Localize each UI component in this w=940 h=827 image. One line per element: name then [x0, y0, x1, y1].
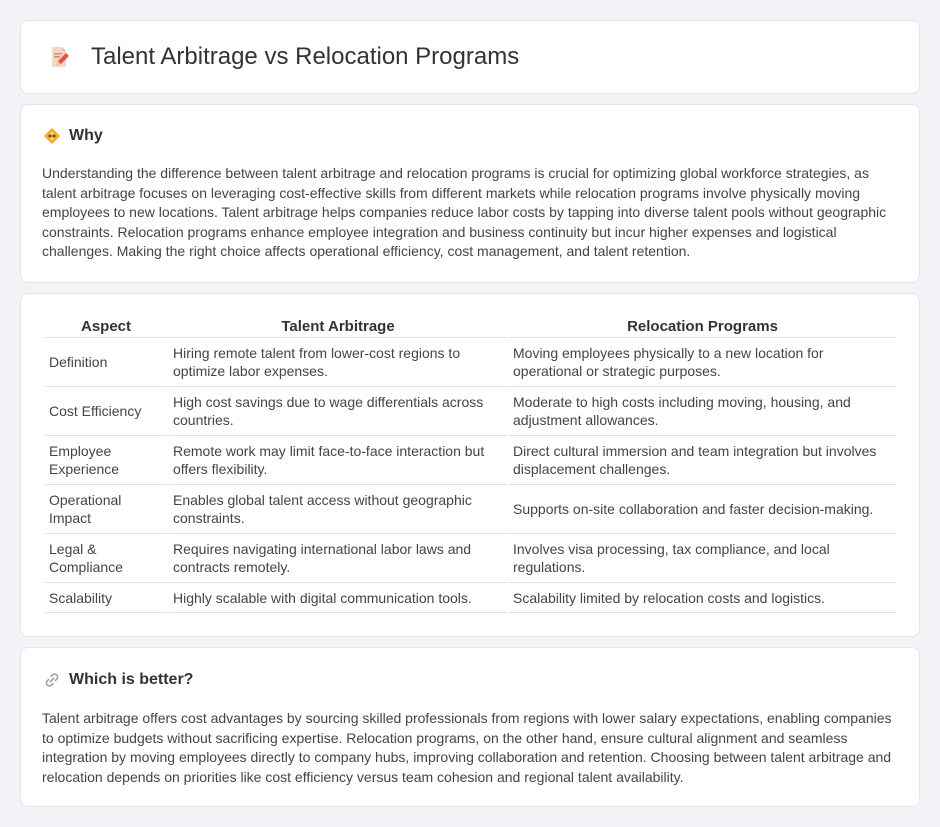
table-header-row [45, 316, 896, 338]
why-text: Understanding the difference between talent arbitrage and relocation programs is crucial for optimizing global workforce strategies, as talent arbitrage focuses on leveraging cost-effective skills from different markets while relocation programs involve physically moving employees to new locations. Talent arbitrage helps companies reduce labor costs by tapping into diverse talent pools without geographic constraints. Relocation programs enhance employee integration and business continuity but incur higher expenses and logistical challenges. Making the right choice affects operational efficiency, cost management, and talent retention. [42, 165, 887, 260]
cell-aspect: Employee Experience [45, 436, 167, 485]
cell-relocation-programs: Scalability limited by relocation costs and logistics. [509, 583, 896, 613]
cell-relocation-programs: Involves visa processing, tax compliance, and local regulations. [509, 534, 896, 583]
cell-talent-arbitrage: High cost savings due to wage differentials across countries. [169, 387, 507, 436]
cell-talent-arbitrage: Highly scalable with digital communication tools. [169, 583, 507, 613]
table-row [45, 583, 896, 613]
title-card [20, 20, 920, 94]
comparison-table-card [20, 293, 920, 637]
table-row [45, 387, 896, 436]
why-title: Why [69, 127, 103, 144]
cell-aspect: Definition [45, 338, 167, 387]
cell-aspect: Legal & Compliance [45, 534, 167, 583]
cell-aspect: Cost Efficiency [45, 387, 167, 436]
cell-relocation-programs: Moderate to high costs including moving, housing, and adjustment allowances. [509, 387, 896, 436]
cell-relocation-programs: Moving employees physically to a new location for operational or strategic purposes. [509, 338, 896, 387]
cell-talent-arbitrage: Requires navigating international labor laws and contracts remotely. [169, 534, 507, 583]
comparison-table [43, 316, 898, 613]
which-is-better-title: Which is better? [69, 671, 194, 688]
which-is-better-text: Talent arbitrage offers cost advantages by sourcing skilled professionals from regions with lower salary expectations, enabling companies to optimize budgets without sacrificing expertise. Relocation programs, on the other hand, ensure cultural alignment and seamless integration by moving employees directly to company hubs, improving collaboration and retention. Choosing between talent arbitrage and relocation depends on priorities like cost efficiency versus team cohesion and regional talent availability. [42, 710, 892, 785]
column-header-aspect: Aspect [45, 316, 167, 338]
page-title: Talent Arbitrage vs Relocation Programs [91, 43, 520, 70]
cell-talent-arbitrage: Hiring remote talent from lower-cost regions to optimize labor expenses. [169, 338, 507, 387]
table-row [45, 534, 896, 583]
why-section [20, 104, 920, 283]
column-header-relocation-programs: Relocation Programs [509, 316, 896, 338]
cell-relocation-programs: Supports on-site collaboration and faster decision-making. [509, 485, 896, 534]
table-row [45, 338, 896, 387]
cell-aspect: Scalability [45, 583, 167, 613]
document-pencil-icon [47, 45, 71, 69]
cell-talent-arbitrage: Remote work may limit face-to-face interaction but offers flexibility. [169, 436, 507, 485]
diamond-signpost-icon [43, 127, 61, 145]
table-row [45, 485, 896, 534]
cell-aspect: Operational Impact [45, 485, 167, 534]
link-icon [43, 671, 61, 689]
table-row [45, 436, 896, 485]
cell-talent-arbitrage: Enables global talent access without geographic constraints. [169, 485, 507, 534]
column-header-talent-arbitrage: Talent Arbitrage [169, 316, 507, 338]
which-is-better-section [20, 647, 920, 807]
cell-relocation-programs: Direct cultural immersion and team integration but involves displacement challenges. [509, 436, 896, 485]
